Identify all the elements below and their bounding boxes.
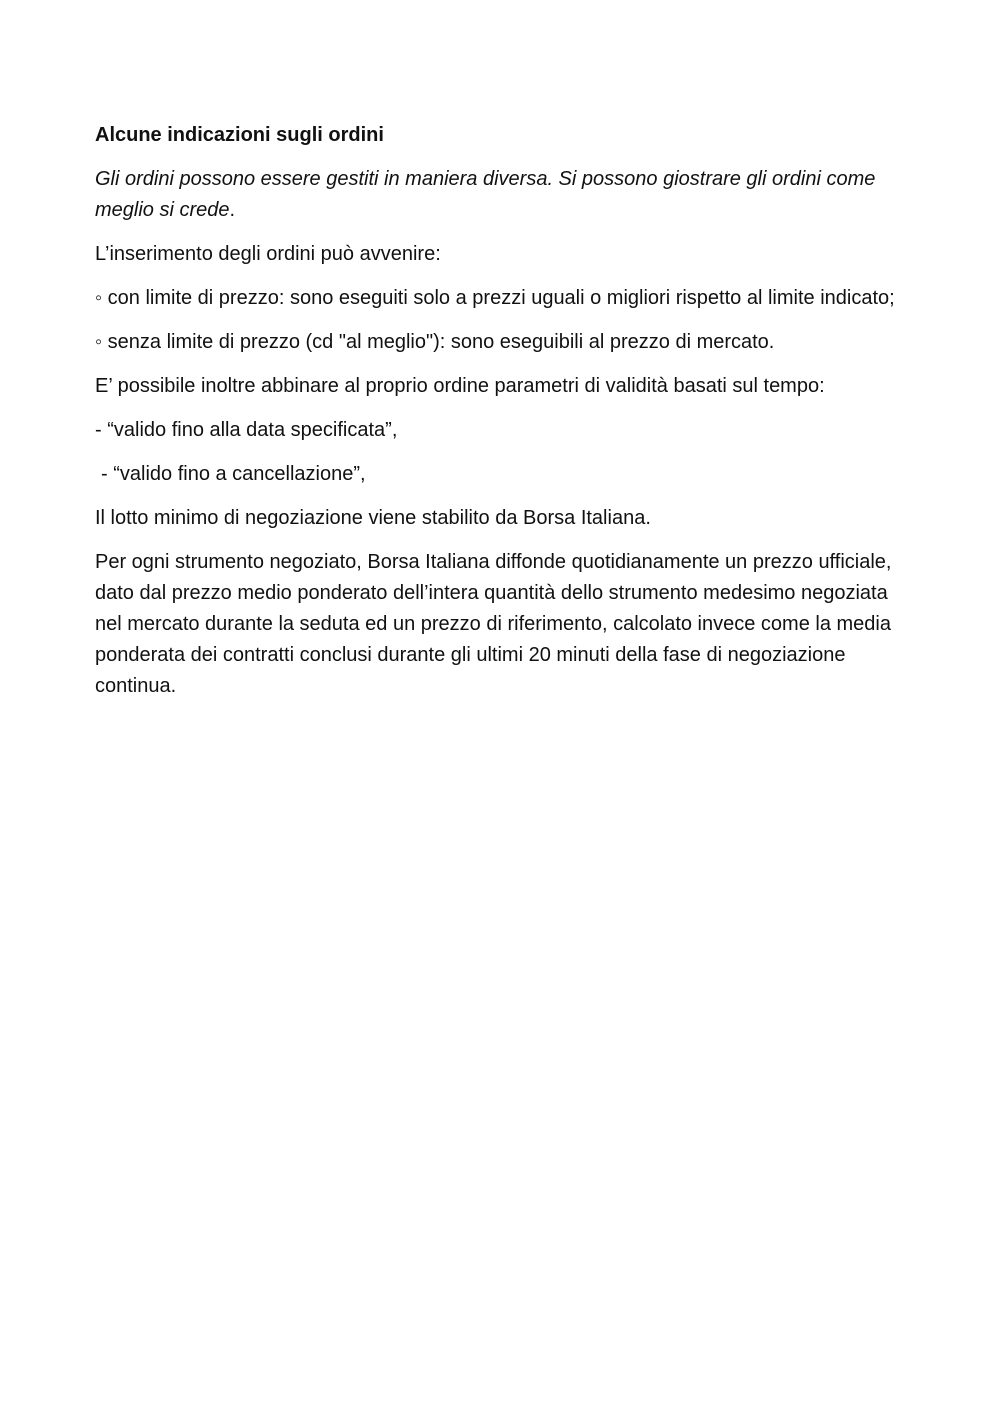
document-title: Alcune indicazioni sugli ordini [95,124,384,146]
validity-cancel: - “valido fino a cancellazione”, [101,463,366,485]
price-paragraph: Per ogni strumento negoziato, Borsa Italiana diffonde quotidianamente un prezzo ufficiale, dato dal prezzo medio ponderato dell’intera quantità dello strumento medesimo negoziata nel mercato durante la seduta ed un prezzo di riferimento, calcolato invece come la media ponderata dei contratti conclusi durante gli ultimi 20 minuti della fase di negoziazione continua. [95,551,892,697]
bullet-limit: ◦ con limite di prezzo: sono eseguiti solo a prezzi uguali o migliori rispetto al limite indicato; [95,287,895,309]
document-body [95,120,910,715]
lot-line: Il lotto minimo di negoziazione viene stabilito da Borsa Italiana. [95,507,651,529]
intro-italic-text: Gli ordini possono essere gestiti in maniera diversa. Si possono giostrare gli ordini come meglio si crede [95,168,876,221]
validity-intro: E’ possibile inoltre abbinare al proprio ordine parametri di validità basati sul tempo: [95,375,825,397]
intro-period: . [229,199,236,221]
intro-paragraph [95,164,910,226]
bullet-no-limit: ◦ senza limite di prezzo (cd "al meglio"): sono eseguibili al prezzo di mercato. [95,331,775,353]
validity-date: - “valido fino alla data specificata”, [95,419,398,441]
insertion-line: L’inserimento degli ordini può avvenire: [95,243,441,265]
